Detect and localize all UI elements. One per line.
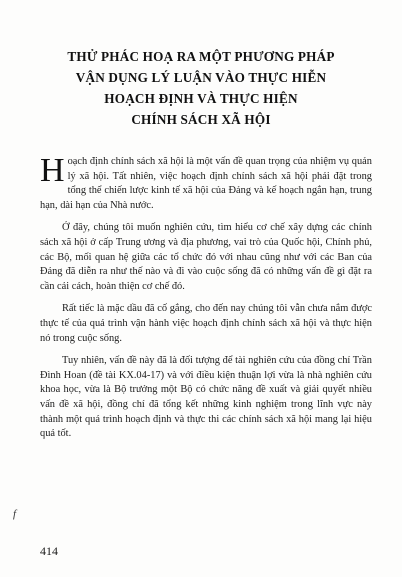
- title-line-4: CHÍNH SÁCH XÃ HỘI: [131, 112, 271, 127]
- title-line-2: VẬN DỤNG LÝ LUẬN VÀO THỰC HIỄN: [75, 70, 327, 85]
- title-line-1: THỬ PHÁC HOẠ RA MỘT PHƯƠNG PHÁP: [67, 49, 335, 64]
- paragraph-1: [40, 152, 372, 213]
- chapter-title: [40, 46, 362, 130]
- body-text: [40, 152, 372, 450]
- title-line-3: HOẠCH ĐỊNH VÀ THỰC HIỆN: [104, 91, 298, 106]
- paragraph-1-text: oạch định chính sách xã hội là một vấn đề quan trọng của nhiệm vụ quản lý xã hội. Tất nhiên, việc hoạch định chính sách xã hội phải đặt trong tổng thể chiến lược kinh tế xã hội của Đảng và kế hoạch ngắn hạn, trung hạn, dài hạn của Nhà nước.: [40, 156, 372, 211]
- paragraph-4: Tuy nhiên, vấn đề này đã là đối tượng để tài nghiên cứu của đồng chí Trần Đình Hoan (đề tài KX.04-17) và với điều kiện thuận lợi vừa là nhà nghiên cứu khoa học, vừa là Bộ trưởng một Bộ có chức năng đề xuất và giải quyết nhiều vấn đề xã hội, đồng chí đã tổng kết những kinh nghiệm trong lĩnh vực này thành một quá trình hoạch định và thực thi các chính sách xã hội mang lại hiệu quả tốt.: [40, 355, 372, 440]
- paragraph-3: Rất tiếc là mặc dầu đã cố gắng, cho đến nay chúng tôi vẫn chưa nắm được thực tế của quá trình vận hành việc hoạch định chính sách xã hội và thực hiện nó trong cuộc sống.: [40, 303, 372, 344]
- margin-mark: f: [13, 508, 17, 520]
- page-number: 414: [40, 544, 58, 558]
- drop-cap: H: [40, 152, 65, 189]
- paragraph-2: Ở đây, chúng tôi muốn nghiên cứu, tìm hiểu cơ chế xây dựng các chính sách xã hội ở cấp Trung ương và địa phương, vai trò của Quốc hội, Chính phủ, các Bộ, mối quan hệ giữa các tổ chức đó với nhau cũng như với các Ban của Đảng đã diễn ra như thế nào và đi vào cuộc sống đã có những vấn đề gì đặt ra cần cải cách, hoàn thiện cơ chế đó.: [40, 222, 372, 292]
